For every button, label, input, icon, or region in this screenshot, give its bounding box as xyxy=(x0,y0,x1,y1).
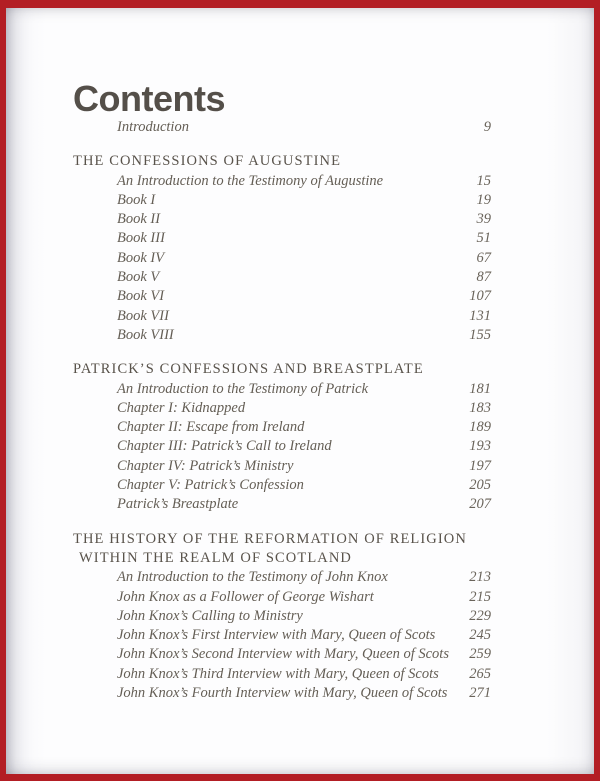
section-title xyxy=(73,360,491,379)
toc-entry xyxy=(73,607,491,626)
toc-entry xyxy=(73,210,491,229)
toc-entry-label: Chapter IV: Patrick’s Ministry xyxy=(117,457,294,474)
toc-entry xyxy=(73,645,491,664)
section-title xyxy=(73,152,491,171)
section-title-line: WITHIN THE REALM OF SCOTLAND xyxy=(79,549,352,566)
toc-entry xyxy=(73,380,491,399)
toc-entry-page: 51 xyxy=(476,230,491,247)
toc-entry-label: An Introduction to the Testimony of Patrick xyxy=(117,380,369,397)
toc-entry-label: Book V xyxy=(117,269,160,286)
toc-entry xyxy=(73,684,491,703)
toc-entry-page: 183 xyxy=(469,399,491,416)
section-title-line: THE CONFESSIONS OF AUGUSTINE xyxy=(73,153,342,170)
toc-entry-label: An Introduction to the Testimony of John Knox xyxy=(117,569,388,586)
toc-entry-page: 229 xyxy=(469,607,491,624)
toc-entry xyxy=(73,172,491,191)
toc-entry-label: Book III xyxy=(117,230,165,247)
toc-entry-page: 87 xyxy=(476,269,491,286)
toc-entry xyxy=(73,268,491,287)
toc-entry-page: 205 xyxy=(469,477,491,494)
toc-entry xyxy=(73,476,491,495)
toc-entry-page: 15 xyxy=(476,172,491,189)
toc-entry-label: Book I xyxy=(117,191,156,208)
toc-entry-label: Patrick’s Breastplate xyxy=(117,496,239,513)
toc-entry xyxy=(73,326,491,345)
toc-content xyxy=(73,80,491,703)
toc-entry xyxy=(73,495,491,514)
toc-entry xyxy=(73,588,491,607)
toc-entry-page: 189 xyxy=(469,419,491,436)
toc-entry-label: John Knox’s First Interview with Mary, Queen of Scots xyxy=(117,627,436,644)
toc-entry-page: 193 xyxy=(469,438,491,455)
toc-entry-page: 19 xyxy=(476,191,491,208)
toc-entry xyxy=(73,437,491,456)
toc-entry-label: Introduction xyxy=(117,119,189,135)
toc-entry-page: 245 xyxy=(469,627,491,644)
toc-section-augustine xyxy=(73,152,491,345)
toc-entry-page: 67 xyxy=(476,249,491,266)
toc-entry-label: John Knox’s Calling to Ministry xyxy=(117,607,303,624)
toc-entry-page: 271 xyxy=(469,685,491,702)
toc-entry-label: Book IV xyxy=(117,249,165,266)
toc-entry-page: 197 xyxy=(469,457,491,474)
toc-entry-page: 207 xyxy=(469,496,491,513)
toc-entry-page: 265 xyxy=(469,665,491,682)
toc-entry-label: John Knox’s Second Interview with Mary, Queen of Scots xyxy=(117,646,449,663)
section-title-line: THE HISTORY OF THE REFORMATION OF RELIGION xyxy=(73,530,467,547)
toc-entry-page: 39 xyxy=(476,211,491,228)
toc-entry-page: 213 xyxy=(469,569,491,586)
toc-entry xyxy=(73,229,491,248)
section-title-line: PATRICK’S CONFESSIONS AND BREASTPLATE xyxy=(73,361,424,378)
toc-entry-label: Chapter V: Patrick’s Confession xyxy=(117,477,304,494)
toc-entry-label: Chapter II: Escape from Ireland xyxy=(117,419,305,436)
contents-page xyxy=(6,8,594,774)
toc-entry xyxy=(73,118,491,137)
toc-entry xyxy=(73,191,491,210)
toc-entry xyxy=(73,249,491,268)
toc-entry xyxy=(73,457,491,476)
toc-section-knox xyxy=(73,530,491,704)
toc-entry-label: John Knox’s Third Interview with Mary, Queen of Scots xyxy=(117,665,439,682)
toc-entry-page: 9 xyxy=(483,119,491,135)
toc-entry-label: Book VII xyxy=(117,307,169,324)
toc-entry-label: Book VIII xyxy=(117,326,174,343)
toc-entry-label: Chapter III: Patrick’s Call to Ireland xyxy=(117,438,332,455)
toc-entry-page: 181 xyxy=(469,380,491,397)
toc-entry-label: Book VI xyxy=(117,288,165,305)
page-title: Contents xyxy=(73,78,225,119)
toc-entry-page: 259 xyxy=(469,646,491,663)
toc-entry xyxy=(73,399,491,418)
toc-section-patrick xyxy=(73,360,491,514)
section-title xyxy=(73,530,491,569)
toc-entry-page: 131 xyxy=(469,307,491,324)
toc-entry-page: 107 xyxy=(469,288,491,305)
toc-entry xyxy=(73,626,491,645)
toc-entry-label: Book II xyxy=(117,211,161,228)
toc-entry-label: An Introduction to the Testimony of Augustine xyxy=(117,172,384,189)
toc-entry-page: 215 xyxy=(469,588,491,605)
toc-entry xyxy=(73,665,491,684)
toc-entry-page: 155 xyxy=(469,326,491,343)
toc-entry-label: John Knox as a Follower of George Wishart xyxy=(117,588,374,605)
toc-entry xyxy=(73,307,491,326)
toc-entry xyxy=(73,568,491,587)
toc-entry xyxy=(73,287,491,306)
toc-entry-label: Chapter I: Kidnapped xyxy=(117,399,246,416)
toc-entry-label: John Knox’s Fourth Interview with Mary, Queen of Scots xyxy=(117,685,448,702)
toc-entry xyxy=(73,418,491,437)
